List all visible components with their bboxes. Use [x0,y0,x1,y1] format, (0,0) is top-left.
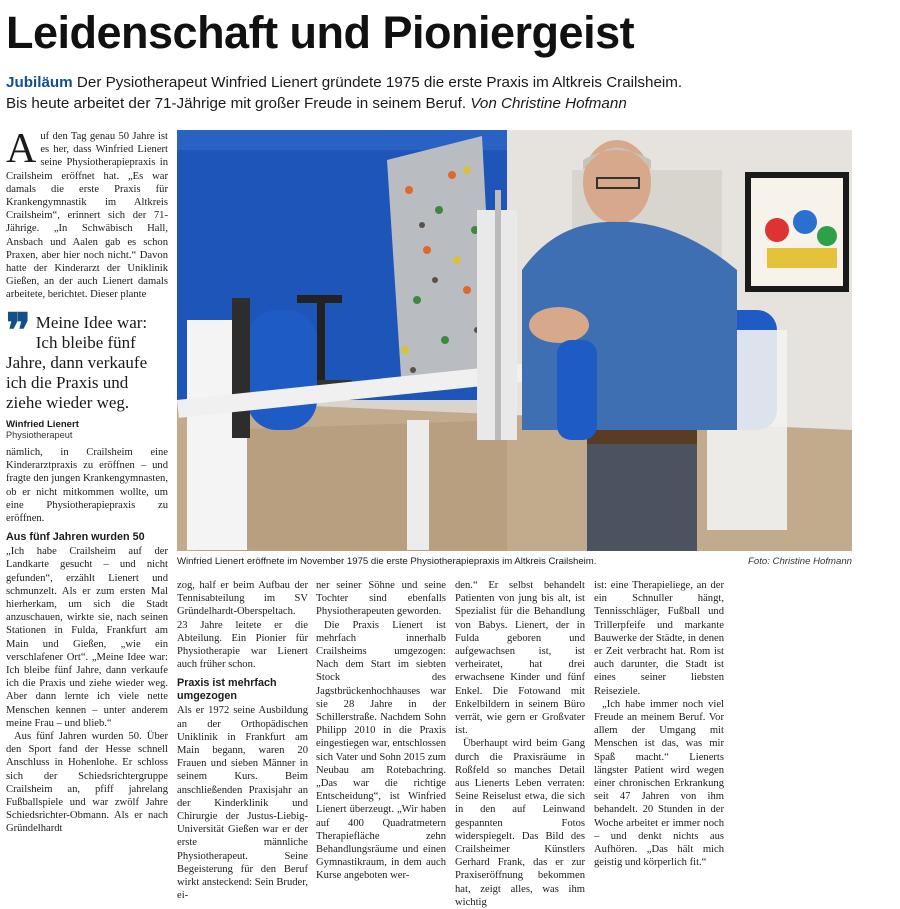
lead-text: uf den Tag genau 50 Jahre ist es her, dass Winfried Lienert seine Physiotherapiepraxis in Crailsheim eröffnet hat. „Es war damals die erste Praxis für Krankengymnastik im Altkreis Crailsheim“, erinnert sich der 71-Jährige. „In Schwäbisch Hall, Ansbach und Aalen gab es schon Praxen, aber hier noch nicht.“ Davon hatte der Kinderarzt der Uniklinik Gießen, an der auch Lienert damals arbeitete, berichtet. Dieser plante [6,131,168,301]
body-column-3 [316,579,446,883]
lead-cont-p1: „Ich habe Crailsheim auf der Landkarte gesucht – und nicht gefunden“, erzählt Lienert und schmunzelt. Als er zum ersten Mal hierherkam, um sich die Stadt anzuschauen, wirkte sie, nach seinen Stationen in Fulda, Frankfurt am Main und Gießen, „wie ein verschlafener Ort“. „Meine Idee war: Ich bleibe fünf Jahre, dann verkaufe ich die Praxis und ziehe wieder weg. Aber dann lernte ich viele nette Menschen kennen – unter anderem meine Frau – und blieb.“ [6,546,168,729]
col2-p1: zog, half er beim Aufbau der Tennisabteilung im SV Gründelhardt-Oberspeltach. 23 Jahre leitete er die Abteilung. Ein Pionier für Physiotherapie war Lienert auch früher schon. [177,580,308,671]
col4-p2: Überhaupt wird beim Gang durch die Praxisräume in Roßfeld so manches Detail aus Lienerts Leben verraten: Seine Reiselust etwa, die sich in den auf Leinwand gespannten Fotos widerspiegelt. Das Bild des Crailsheimer Künstlers Gerhard Frank, das er zur Praxiseröffnung bekommen hat, zeigt alles, was ihm wichtig [455,738,585,908]
col5-p2: „Ich habe immer noch viel Freude an meinem Beruf. Vor allem der Umgang mit Menschen ist das, was mir Spaß macht.“ Lienerts längster Patient wird wegen einer chronischen Erkrankung seit 47 Jahren von ihm behandelt. 20 Stunden in der Woche arbeitet er immer noch – und denkt nichts aus Aufhören. „Das hält mich geistig und körperlich fit.“ [594,698,724,869]
article-teaser [6,72,886,114]
pull-quote-text: Meine Idee war: Ich bleibe fünf Jahre, dann verkaufe ich die Praxis und ziehe wieder weg. [6,313,148,412]
pull-quote-author: Winfried Lienert [6,419,79,430]
subhead-five-years: Aus fünf Jahren wurden 50 [6,531,145,544]
body-column-5 [594,579,724,869]
lead-continuation [6,446,168,836]
photo-illustration [177,130,852,551]
drop-cap: A [6,126,37,172]
pull-quote [6,304,168,440]
col4-p1: den.“ Er selbst behandelt Patienten von jung bis alt, ist Spezialist für die Behandlung von Babys. Lienert, der in Fulda geboren und aufgewachsen ist, ist verheiratet, hat drei erwachsene Kinder und fünf Enkel. Die Fotowand mit Enkelbildern in seinem Büro verrät, wie gern er Großvater ist. [455,580,585,737]
kicker: Jubiläum [6,74,73,91]
subhead-relocation: Praxis ist mehrfach umgezogen [177,677,277,703]
caption-text: Winfried Lienert eröffnete im November 1975 die erste Physiotherapiepraxis im Altkreis Crailsheim. [177,556,597,567]
teaser-line-2: Bis heute arbeitet der 71-Jährige mit großer Freude in seinem Beruf. [6,95,467,112]
quote-mark-icon: ❞ [6,304,31,356]
photo-credit: Foto: Christine Hofmann [748,556,852,567]
teaser-line-1: Der Pysiotherapeut Winfried Lienert gründete 1975 die erste Praxis im Altkreis Crailsheim. [76,74,683,91]
col2-p2: Als er 1972 seine Ausbildung an der Orthopädischen Uniklinik in Frankfurt am Main begann, waren 20 Frauen und sieben Männer in seinem Kurs. Beim anschließenden Praxisjahr an der Kinderklinik und Chirurgie der Justus-Liebig-Universität Gießen war er der erste männliche Physiotherapeut. Seine Begeisterung für den Beruf wirkt ansteckend: Sein Bruder, ei- [177,705,308,902]
col3-p1: ner seiner Söhne und seine Tochter sind ebenfalls Physiotherapeuten geworden. [316,580,446,618]
photo-caption [177,556,852,568]
col5-p1: ist: eine Therapieliege, an der ein Schnuller hängt, Tennisschläger, Fußball und Trillerpfeife und markante Bauwerke der Städte, in denen er Zeit verbracht hat. Rom ist auch darunter, die Stadt ist eines seiner liebsten Reiseziele. [594,580,724,697]
article-headline: Leidenschaft und Pioniergeist [6,7,635,58]
author-byline: Von Christine Hofmann [470,95,627,112]
body-column-4 [455,579,585,909]
pull-quote-role: Physiotherapeut [6,430,73,440]
col3-p2: Die Praxis Lienert ist mehrfach innerhalb Crailsheims umgezogen: Nach dem Start im siebten Stock des Jagstbrückenhochhauses war sie 28 Jahre in der Schillerstraße. Nachdem Sohn Philipp 2010 in die Praxis eingestiegen war, entschlossen sich Vater und Sohn 2015 zum Neubau am Rotebachring. „Das war die richtige Entscheidung“, ist Winfried Lienert überzeugt. „Wir haben auf 400 Quadratmetern Therapiefläche zehn Behandlungsräume und einen Gymnastikraum, in dem auch Kurse angeboten wer- [316,619,446,882]
body-column-2 [177,579,308,902]
lead-cont-p2: Aus fünf Jahren wurden 50. Über den Sport fand der Hesse schnell Anschluss in Hohenlohe. Er schloss sich der Schiedsrichtergruppe Crailsheim an, pfiff jahrelang Fußballspiele und war zwölf Jahre Schiedsrichter-Obmann. Als er nach Gründelhardt [6,731,168,835]
lead-cont-text: nämlich, in Crailsheim eine Kinderarztpraxis zu eröffnen – und fragte den jungen Krankengymnasten, ob er nicht mitkommen wollte, um eine Physiotherapiepraxis zu eröffnen. [6,447,168,525]
lead-paragraph [6,126,168,302]
article-photo [177,130,852,551]
